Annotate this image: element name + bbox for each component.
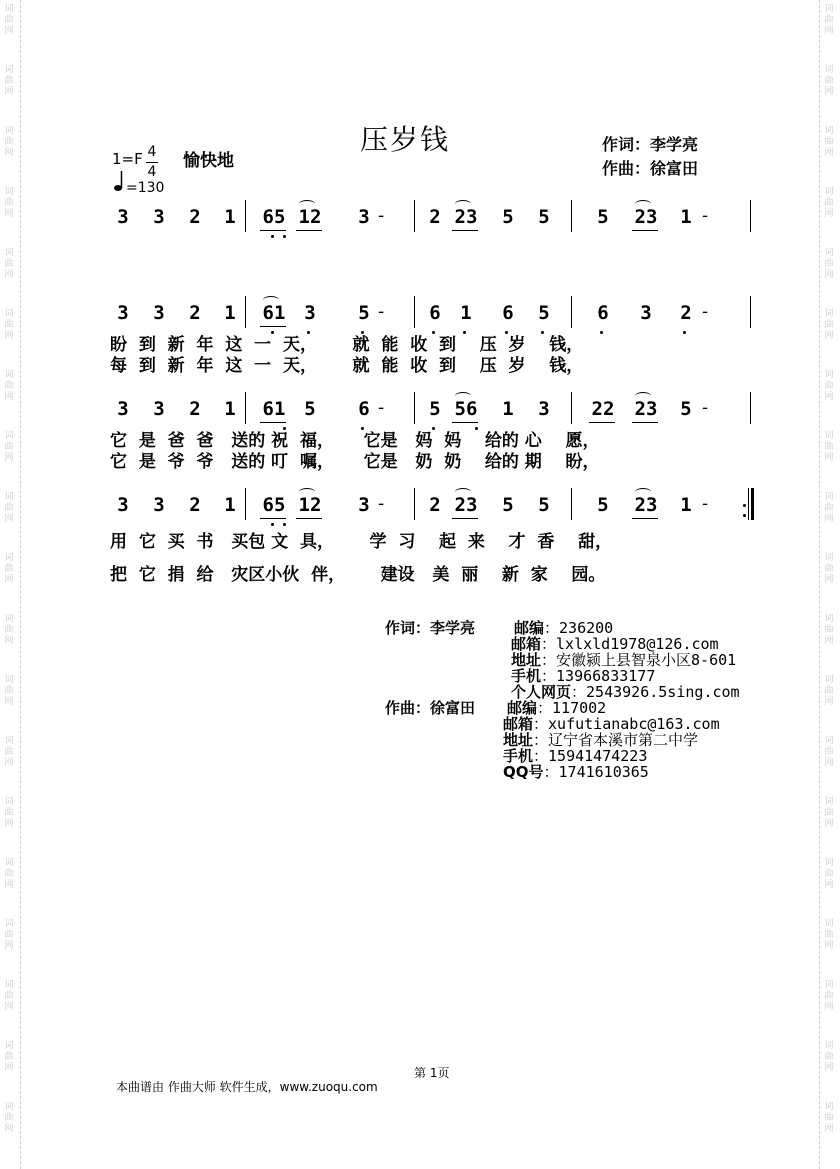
bar-line	[414, 296, 415, 328]
note: 3	[304, 302, 316, 324]
eighth-note-beam	[452, 230, 478, 231]
note: 56	[454, 398, 478, 420]
octave-dot	[600, 331, 603, 334]
note: 5	[502, 206, 514, 228]
slur-mark	[635, 200, 651, 208]
sustain-dash: -	[702, 398, 709, 418]
watermark-text: 词 曲 网	[4, 248, 14, 280]
contact-line: QQ号：1741610365	[503, 763, 649, 781]
note: 3	[117, 302, 129, 324]
watermark-text: 词 曲 网	[824, 126, 834, 158]
contact-line: 邮箱：xufutianabc@163.com	[503, 715, 720, 733]
note: 3	[358, 206, 370, 228]
mood-marking: 愉快地	[183, 151, 234, 171]
eighth-note-beam	[452, 518, 478, 519]
sustain-dash: -	[378, 494, 385, 514]
note: 5	[597, 206, 609, 228]
bar-line	[750, 200, 751, 232]
contact-line: 邮编：117002	[507, 699, 607, 717]
note: 5	[538, 206, 550, 228]
note: 1	[224, 206, 236, 228]
composer-credit: 作曲：徐富田	[602, 159, 699, 178]
bar-line	[414, 200, 415, 232]
note: 65	[262, 206, 286, 228]
lyric-line: 把 它 捐 给 灾区小伙 伴， 建设 美 丽 新 家 园。	[110, 565, 606, 585]
watermark-text: 词 曲 网	[4, 431, 14, 463]
watermark-text: 词 曲 网	[824, 248, 834, 280]
bar-line	[245, 392, 246, 424]
note: 5	[502, 494, 514, 516]
note: 1	[502, 398, 514, 420]
watermark-text: 词 曲 网	[824, 858, 834, 890]
sustain-dash: -	[378, 398, 385, 418]
octave-dot	[283, 523, 286, 526]
note: 2	[429, 494, 441, 516]
lyric-line: 用 它 买 书 买包 文 具， 学 习 起 来 才 香 甜，	[110, 532, 613, 552]
watermark-text: 词 曲 网	[4, 553, 14, 585]
note: 3	[117, 206, 129, 228]
note: 3	[358, 494, 370, 516]
note: 23	[634, 398, 658, 420]
note: 2	[680, 302, 692, 324]
final-bar-line	[751, 488, 754, 520]
note: 5	[597, 494, 609, 516]
contact-lyricist-label: 作词：李学亮	[385, 619, 476, 637]
right-watermark-strip	[819, 0, 840, 1169]
slur-mark	[455, 200, 471, 208]
note: 1	[224, 494, 236, 516]
watermark-text: 词 曲 网	[824, 187, 834, 219]
watermark-text: 词 曲 网	[4, 126, 14, 158]
watermark-text: 词 曲 网	[824, 1102, 834, 1134]
watermark-text: 词 曲 网	[4, 370, 14, 402]
contact-line: 地址：安徽颍上县智泉小区8-601	[511, 651, 737, 669]
watermark-text: 词 曲 网	[4, 187, 14, 219]
note: 3	[153, 494, 165, 516]
note: 5	[538, 302, 550, 324]
note: 23	[634, 494, 658, 516]
slur-mark	[635, 392, 651, 400]
note: 5	[680, 398, 692, 420]
note: 3	[538, 398, 550, 420]
note: 61	[262, 398, 286, 420]
sustain-dash: -	[702, 206, 709, 226]
contact-line: 个人网页：2543926.5sing.com	[511, 683, 740, 701]
contact-line: 手机：15941474223	[503, 747, 648, 765]
slur-mark	[455, 392, 471, 400]
note: 2	[189, 206, 201, 228]
note: 1	[224, 398, 236, 420]
contact-line: 邮箱：lxlxld1978@126.com	[511, 635, 719, 653]
eighth-note-beam	[296, 230, 322, 231]
lyric-line: 它 是 爷 爷 送的 叮 嘱， 它是 奶 奶 给的 期 盼，	[110, 452, 600, 472]
note: 1	[680, 206, 692, 228]
watermark-text: 词 曲 网	[4, 736, 14, 768]
watermark-text: 词 曲 网	[4, 980, 14, 1012]
watermark-text: 词 曲 网	[4, 797, 14, 829]
note: 3	[153, 302, 165, 324]
note: 5	[429, 398, 441, 420]
watermark-text: 词 曲 网	[824, 675, 834, 707]
slur-mark	[635, 488, 651, 496]
octave-dot	[271, 235, 274, 238]
watermark-text: 词 曲 网	[824, 4, 834, 36]
eighth-note-beam	[632, 422, 658, 423]
watermark-text: 词 曲 网	[4, 65, 14, 97]
time-signature-top: 4	[147, 144, 157, 160]
sustain-dash: -	[378, 302, 385, 322]
note: 3	[153, 206, 165, 228]
sustain-dash: -	[702, 302, 709, 322]
slur-mark	[299, 200, 315, 208]
note: 1	[224, 302, 236, 324]
octave-dot	[683, 331, 686, 334]
bar-line	[750, 296, 751, 328]
note: 2	[189, 302, 201, 324]
eighth-note-beam	[260, 518, 286, 519]
note: 23	[454, 494, 478, 516]
contact-composer-label: 作曲：徐富田	[385, 699, 476, 717]
watermark-text: 词 曲 网	[4, 858, 14, 890]
bar-line	[571, 296, 572, 328]
eighth-note-beam	[296, 518, 322, 519]
quarter-note-icon	[114, 170, 126, 196]
watermark-text: 词 曲 网	[4, 309, 14, 341]
repeat-dot	[743, 514, 746, 517]
note: 2	[429, 206, 441, 228]
note: 6	[502, 302, 514, 324]
note: 3	[117, 494, 129, 516]
lyricist-credit: 作词：李学亮	[602, 135, 699, 154]
contact-line: 手机：13966833177	[511, 667, 656, 685]
contact-line: 地址：辽宁省本溪市第二中学	[503, 731, 699, 749]
bar-line	[414, 488, 415, 520]
note: 5	[304, 398, 316, 420]
note: 3	[117, 398, 129, 420]
lyric-line: 它 是 爸 爸 送的 祝 福， 它是 妈 妈 给的 心 愿，	[110, 431, 600, 451]
bar-line	[571, 200, 572, 232]
watermark-text: 词 曲 网	[4, 614, 14, 646]
slur-mark	[263, 296, 279, 304]
watermark-text: 词 曲 网	[4, 4, 14, 36]
note: 3	[640, 302, 652, 324]
eighth-note-beam	[260, 230, 286, 231]
watermark-text: 词 曲 网	[824, 553, 834, 585]
note: 6	[597, 302, 609, 324]
bar-line	[748, 488, 749, 520]
note: 23	[454, 206, 478, 228]
eighth-note-beam	[260, 422, 286, 423]
note: 22	[591, 398, 615, 420]
watermark-text: 词 曲 网	[824, 736, 834, 768]
watermark-text: 词 曲 网	[824, 1041, 834, 1073]
watermark-text: 词 曲 网	[824, 919, 834, 951]
bar-line	[245, 488, 246, 520]
watermark-text: 词 曲 网	[824, 980, 834, 1012]
note: 1	[680, 494, 692, 516]
generator-credit: 本曲谱由 作曲大师 软件生成，www.zuoqu.com	[116, 1080, 378, 1094]
song-title: 压岁钱	[360, 123, 451, 156]
note: 23	[634, 206, 658, 228]
eighth-note-beam	[260, 326, 286, 327]
watermark-text: 词 曲 网	[4, 675, 14, 707]
slur-mark	[455, 488, 471, 496]
note: 6	[358, 398, 370, 420]
page-number: 第 1页	[414, 1066, 450, 1080]
octave-dot	[283, 235, 286, 238]
eighth-note-beam	[632, 518, 658, 519]
watermark-text: 词 曲 网	[4, 492, 14, 524]
bar-line	[750, 392, 751, 424]
watermark-text: 词 曲 网	[824, 65, 834, 97]
repeat-dot	[743, 504, 746, 507]
note: 6	[429, 302, 441, 324]
watermark-text: 词 曲 网	[824, 492, 834, 524]
note: 3	[153, 398, 165, 420]
watermark-text: 词 曲 网	[4, 1102, 14, 1134]
watermark-text: 词 曲 网	[824, 431, 834, 463]
lyric-line: 每 到 新 年 这 一 天， 就 能 收 到 压 岁 钱，	[110, 356, 584, 376]
watermark-text: 词 曲 网	[824, 614, 834, 646]
eighth-note-beam	[632, 230, 658, 231]
bar-line	[414, 392, 415, 424]
note: 5	[538, 494, 550, 516]
note: 12	[298, 206, 322, 228]
sustain-dash: -	[702, 494, 709, 514]
lyric-line: 盼 到 新 年 这 一 天， 就 能 收 到 压 岁 钱，	[110, 335, 584, 355]
watermark-text: 词 曲 网	[824, 797, 834, 829]
watermark-text: 词 曲 网	[824, 370, 834, 402]
eighth-note-beam	[589, 422, 615, 423]
bar-line	[571, 392, 572, 424]
key-signature: 1=F	[112, 150, 143, 168]
watermark-text: 词 曲 网	[824, 309, 834, 341]
eighth-note-beam	[452, 422, 478, 423]
bar-line	[245, 200, 246, 232]
note: 12	[298, 494, 322, 516]
note: 2	[189, 494, 201, 516]
bar-line	[571, 488, 572, 520]
watermark-text: 词 曲 网	[4, 919, 14, 951]
octave-dot	[271, 523, 274, 526]
time-signature-bottom: 4	[147, 164, 157, 180]
contact-line: 邮编：236200	[514, 619, 614, 637]
slur-mark	[299, 488, 315, 496]
note: 1	[460, 302, 472, 324]
note: 5	[358, 302, 370, 324]
bar-line	[245, 296, 246, 328]
note: 65	[262, 494, 286, 516]
sustain-dash: -	[378, 206, 385, 226]
left-watermark-strip	[0, 0, 21, 1169]
time-signature-line	[146, 162, 158, 163]
note: 2	[189, 398, 201, 420]
note: 61	[262, 302, 286, 324]
watermark-text: 词 曲 网	[4, 1041, 14, 1073]
tempo-marking: =130	[126, 180, 165, 196]
